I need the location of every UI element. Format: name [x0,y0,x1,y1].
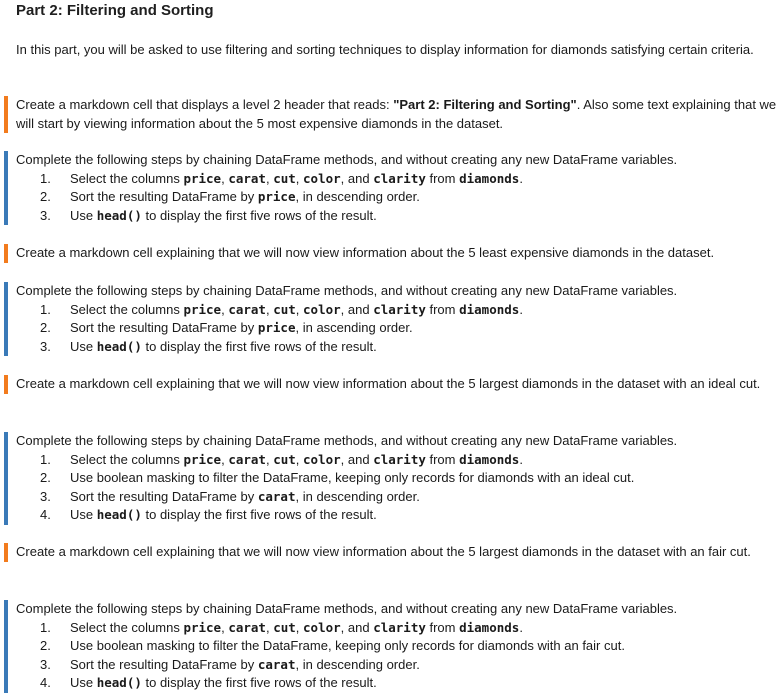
list-item: 1. Select the columns price, carat, cut, color, and clarity from diamonds. [40,301,523,317]
steps-list-4 [16,619,784,693]
steps-intro: Complete the following steps by chaining DataFrame methods, and without creating any new DataFrame variables. [16,152,678,167]
md1-post: . Also some text explaining that we will start by viewing information about the 5 most expensive diamonds in the dataset. [16,97,777,131]
markdown-instruction-1 [4,96,784,133]
markdown-instruction-4: Create a markdown cell explaining that we will now view information about the 5 largest diamonds in the dataset with an fair cut. [4,543,784,562]
md1-quoted: "Part 2: Filtering and Sorting" [393,97,577,112]
code-instruction-4 [4,600,784,693]
list-item: 4. Use head() to display the first five rows of the result. [40,507,377,523]
steps-list-3 [16,451,784,525]
steps-intro: Complete the following steps by chaining DataFrame methods, and without creating any new DataFrame variables. [16,601,678,616]
list-item: 3. Sort the resulting DataFrame by carat, in descending order. [40,656,420,672]
page-title: Part 2: Filtering and Sorting [16,2,214,19]
steps-list-2 [16,301,784,357]
list-item: 2. Use boolean masking to filter the DataFrame, keeping only records for diamonds with an fair cut. [40,638,625,654]
list-item: 2. Use boolean masking to filter the DataFrame, keeping only records for diamonds with an ideal cut. [40,470,635,486]
list-item: 1. Select the columns price, carat, cut, color, and clarity from diamonds. [40,451,523,467]
list-item: 3. Use head() to display the first five rows of the result. [40,338,377,354]
steps-intro: Complete the following steps by chaining DataFrame methods, and without creating any new DataFrame variables. [16,433,678,448]
list-item: 1. Select the columns price, carat, cut, color, and clarity from diamonds. [40,619,523,635]
markdown-instruction-2: Create a markdown cell explaining that we will now view information about the 5 least expensive diamonds in the dataset. [4,244,784,263]
list-item: 2. Sort the resulting DataFrame by price, in ascending order. [40,320,413,336]
list-item: 2. Sort the resulting DataFrame by price, in descending order. [40,189,420,205]
list-item: 3. Use head() to display the first five rows of the result. [40,207,377,223]
steps-list-1 [16,170,784,226]
code-instruction-2 [4,282,784,356]
steps-intro: Complete the following steps by chaining DataFrame methods, and without creating any new DataFrame variables. [16,283,678,298]
markdown-instruction-3: Create a markdown cell explaining that we will now view information about the 5 largest diamonds in the dataset with an ideal cut. [4,375,784,394]
code-instruction-1 [4,151,784,225]
code-instruction-3 [4,432,784,525]
list-item: 1. Select the columns price, carat, cut, color, and clarity from diamonds. [40,170,523,186]
list-item: 3. Sort the resulting DataFrame by carat, in descending order. [40,488,420,504]
md1-pre: Create a markdown cell that displays a level 2 header that reads: [16,97,394,112]
intro-paragraph: In this part, you will be asked to use filtering and sorting techniques to display information for diamonds satisfying certain criteria. [16,42,754,57]
list-item: 4. Use head() to display the first five rows of the result. [40,675,377,691]
